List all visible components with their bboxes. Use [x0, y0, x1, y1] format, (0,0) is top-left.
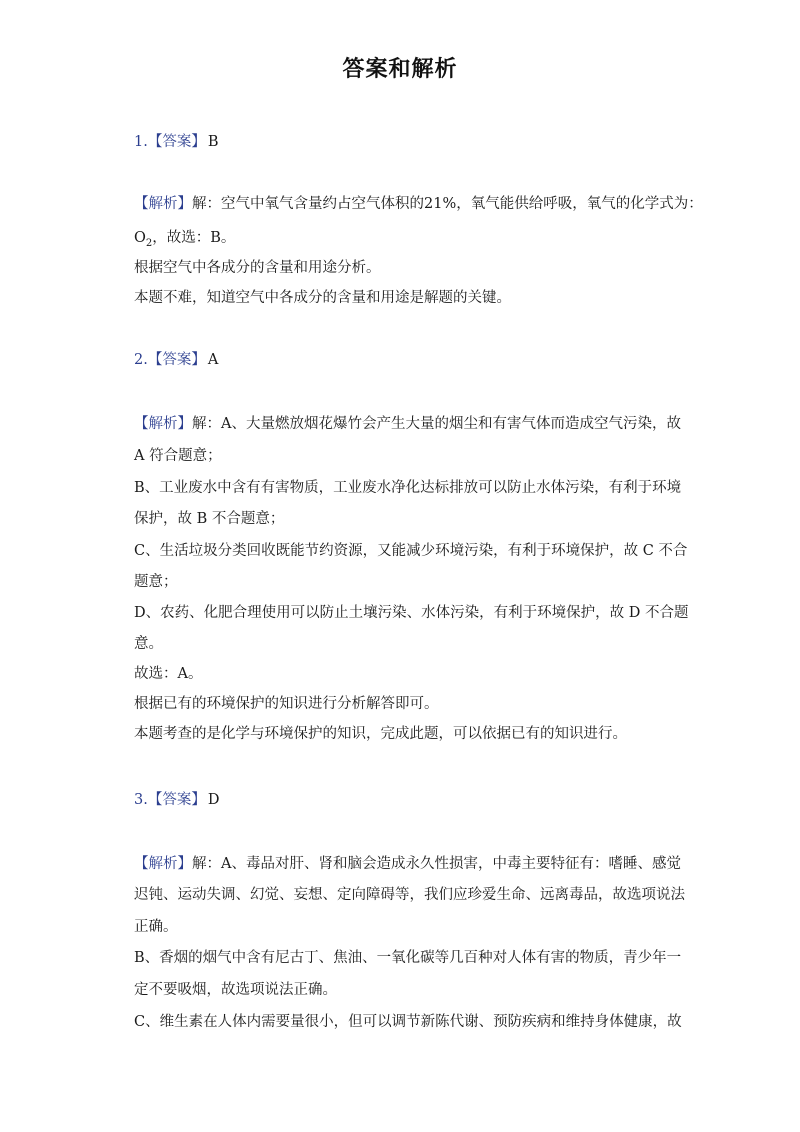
q3-answer-heading [134, 788, 219, 809]
q3-explain-line-1: 【解析】解：A、毒品对肝、肾和脑会造成永久性损害，中毒主要特征有：嗜睡、感觉 [134, 856, 681, 872]
q1-explain-line-2: $O_2$，故选：B。 [134, 230, 236, 249]
q1-answer-heading [134, 130, 219, 151]
q2-explain-line-7: D、农药、化肥合理使用可以防止土壤污染、水体污染，有利于环境保护，故 D 不合题 [134, 605, 689, 621]
q2-answer-value: A [207, 352, 219, 368]
page-title: 答案和解析 [342, 57, 458, 82]
q2-explain-tag: 【解析】 [134, 416, 192, 432]
q1-explain-line-3: 根据空气中各成分的含量和用途分析。 [134, 260, 381, 276]
q1-answer-tag: 【答案】 [147, 134, 206, 150]
q2-explain-line-10: 根据已有的环境保护的知识进行分析解答即可。 [134, 696, 439, 712]
q3-explain-line-3: 正确。 [134, 919, 178, 935]
q2-explain-line-1: 【解析】解：A、大量燃放烟花爆竹会产生大量的烟尘和有害气体而造成空气污染，故 [134, 416, 681, 432]
q2-answer-heading [134, 348, 218, 369]
q2-number: 2. [134, 352, 148, 368]
q2-explain-line-9: 故选：A。 [134, 666, 203, 682]
oxygen-subscript: 2 [145, 237, 153, 249]
q3-number: 3. [134, 792, 148, 808]
q1-explain-line-1: 【解析】解：空气中氧气含量约占空气体积的21%，氧气能供给呼吸，氧气的化学式为： [134, 196, 703, 212]
q2-explain-line-3: B、工业废水中含有有害物质，工业废水净化达标排放可以防止水体污染，有利于环境 [134, 480, 682, 496]
q2-explain-line-11: 本题考查的是化学与环境保护的知识，完成此题，可以依据已有的知识进行。 [134, 726, 627, 742]
q2-answer-tag: 【答案】 [147, 352, 206, 368]
q3-answer-value: D [207, 792, 220, 808]
q3-explain-line-5: 定不要吸烟，故选项说法正确。 [134, 982, 337, 998]
q2-explain-line-4: 保护，故 B 不合题意； [134, 511, 285, 527]
q3-explain-tag: 【解析】 [134, 856, 192, 872]
oxygen-formula: O [134, 230, 146, 246]
q1-explain-line-4: 本题不难，知道空气中各成分的含量和用途是解题的关键。 [134, 290, 511, 306]
q3-answer-tag: 【答案】 [147, 792, 206, 808]
q3-explain-line-4: B、香烟的烟气中含有尼古丁、焦油、一氧化碳等几百种对人体有害的物质，青少年一 [134, 950, 682, 966]
q2-explain-line-6: 题意； [134, 574, 178, 590]
q3-explain-line-2: 迟钝、运动失调、幻觉、妄想、定向障碍等，我们应珍爱生命、远离毒品，故选项说法 [134, 887, 685, 903]
q3-explain-line-6: C、维生素在人体内需要量很小，但可以调节新陈代谢、预防疾病和维持身体健康，故 [134, 1014, 682, 1030]
q1-number: 1. [134, 134, 148, 150]
q2-explain-line-8: 意。 [134, 636, 163, 652]
q2-explain-line-5: C、生活垃圾分类回收既能节约资源，又能减少环境污染，有利于环境保护，故 C 不合 [134, 543, 688, 559]
q1-explain-tag: 【解析】 [134, 196, 192, 212]
q1-answer-value: B [207, 134, 219, 150]
q2-explain-line-2: A 符合题意； [134, 448, 222, 464]
